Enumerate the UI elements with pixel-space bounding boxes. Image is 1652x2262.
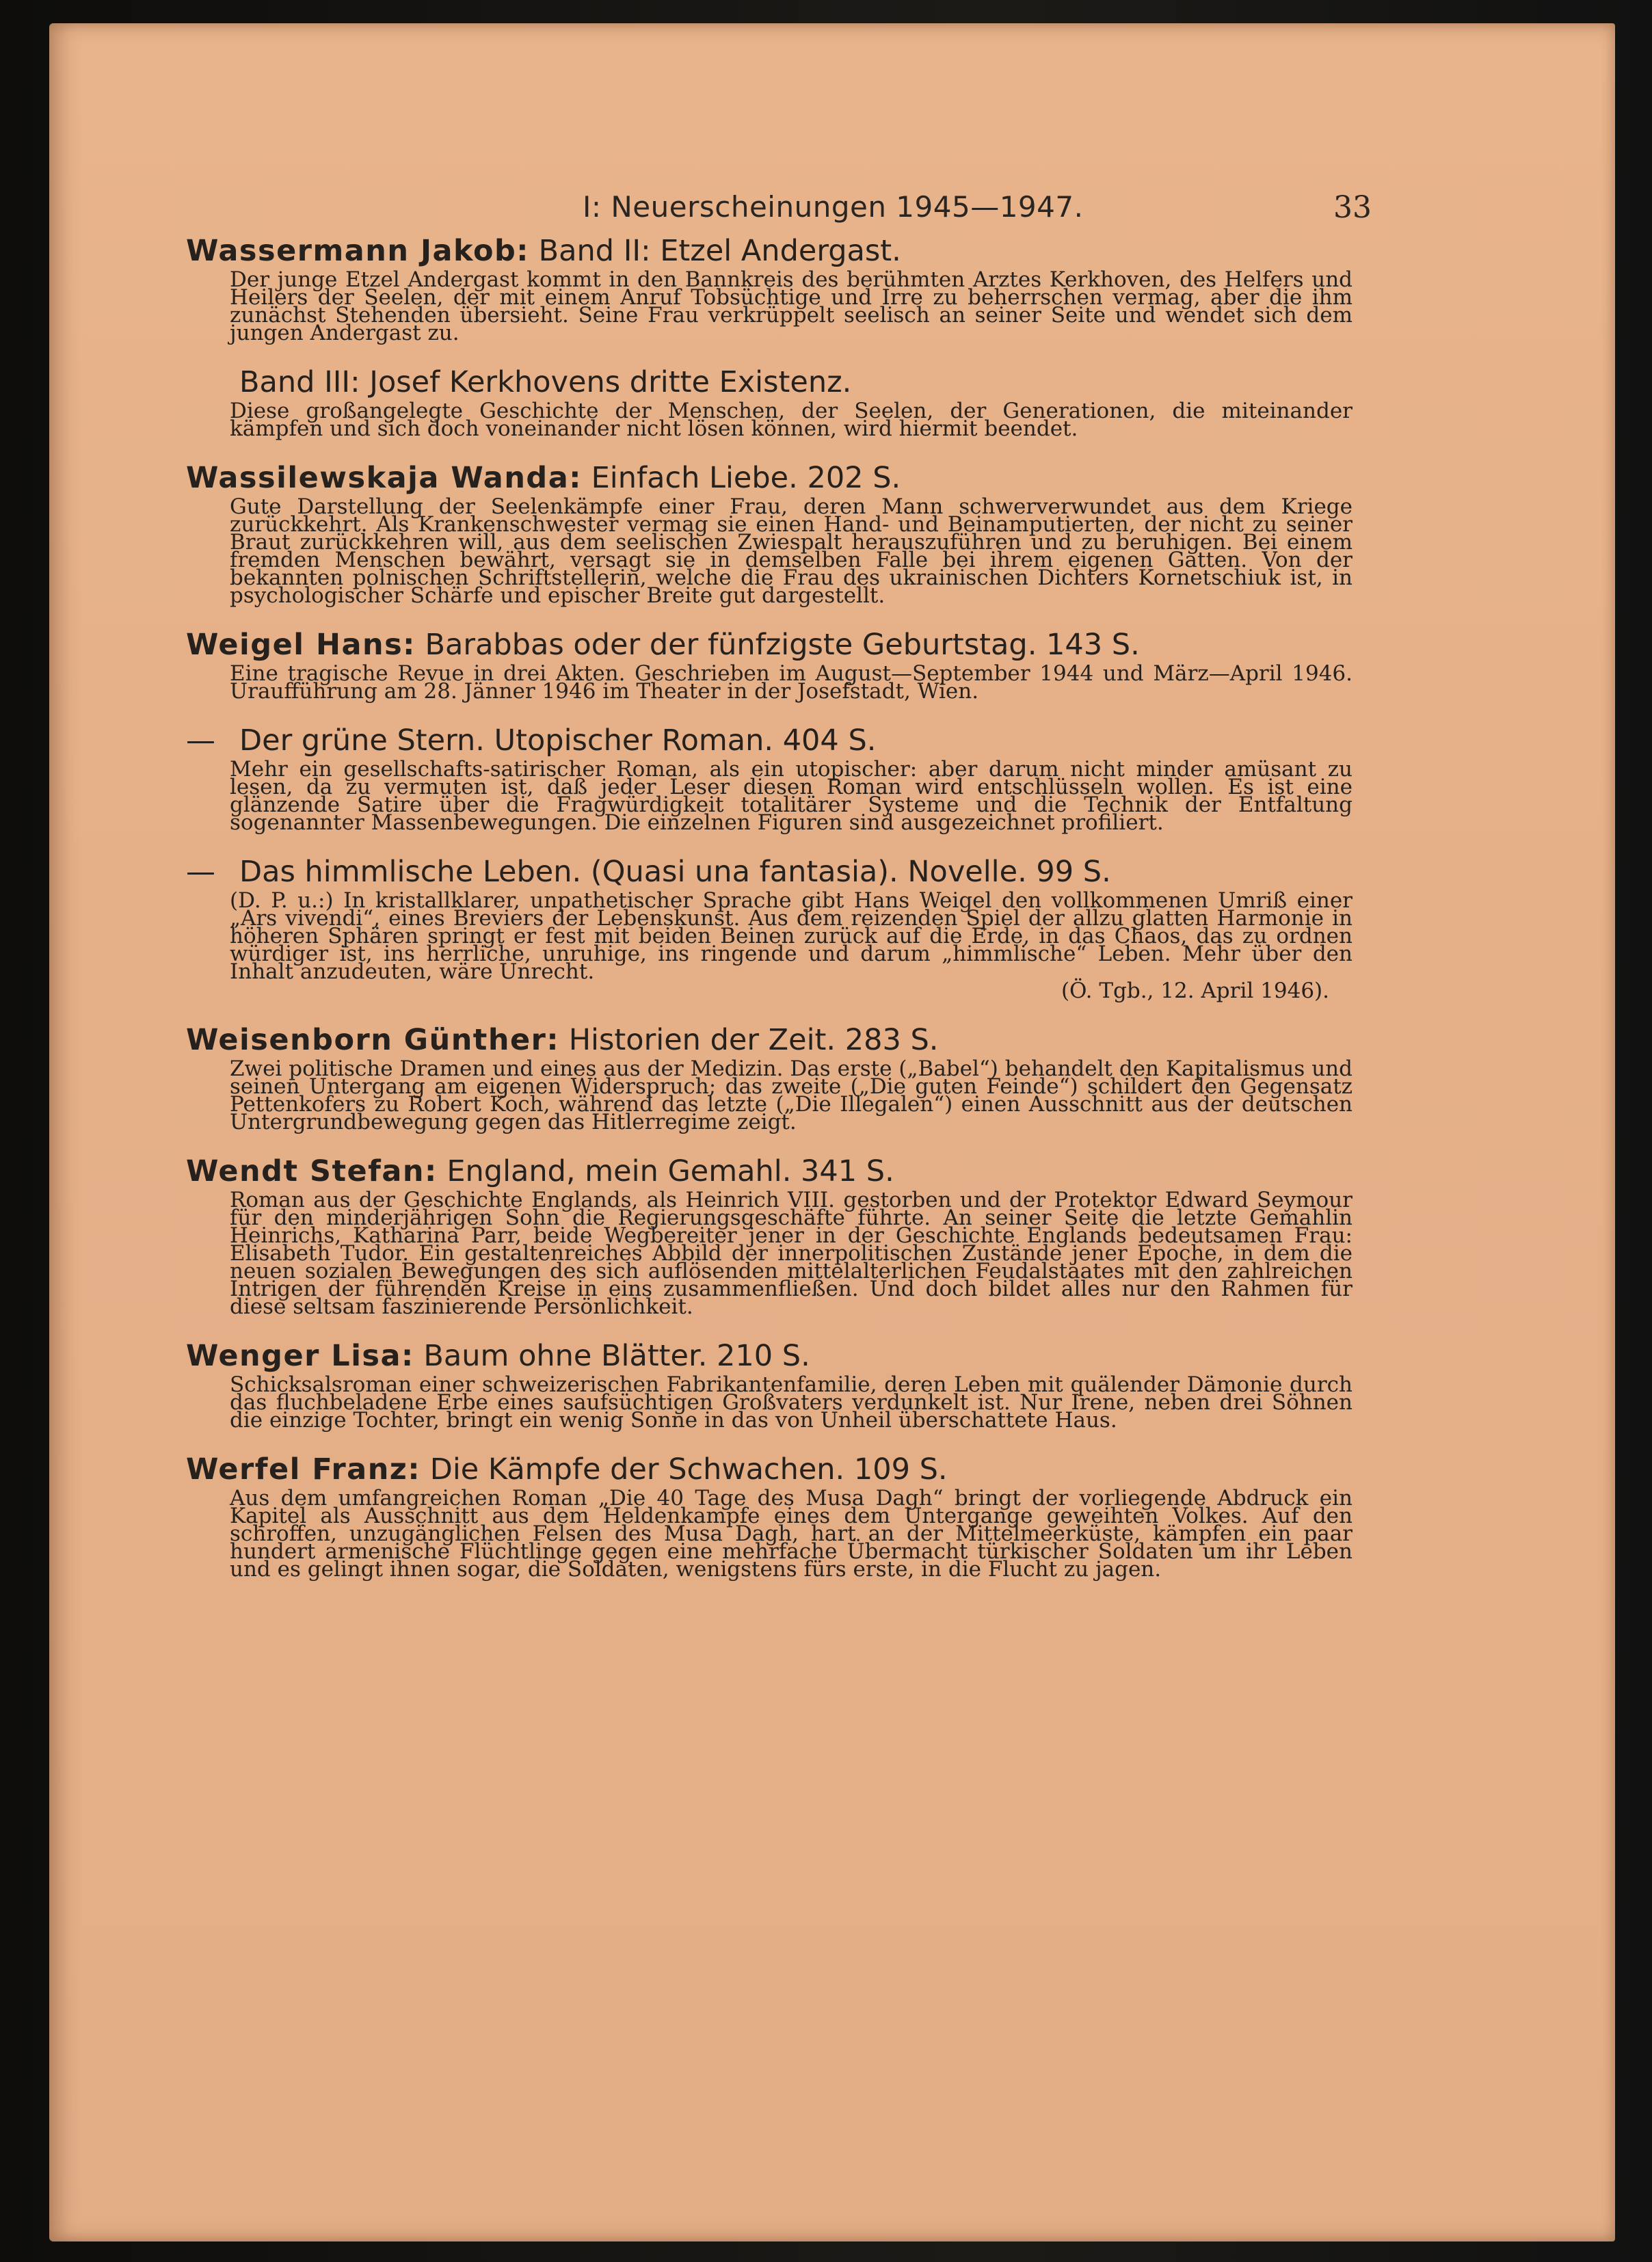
entry-title: Baum ohne Blätter. 210 S. — [423, 1339, 810, 1373]
entry-title: Historien der Zeit. 283 S. — [568, 1023, 939, 1057]
entry-wendt — [186, 1153, 1353, 1319]
entry-heading — [186, 1022, 1353, 1059]
entry-description: Aus dem umfangreichen Roman „Die 40 Tage des Musa Dagh“ bringt der vorliegende Abdruck ein Kapitel als Ausschnitt aus dem Heldenkampfe eines dem Untergange geweihten Volkes. Auf den schroffen, unzugänglichen Felsen des Musa Dagh, hart an der Mittelmeerküste, kämpfen ein paar hundert armenische Flüchtlinge gegen eine mehrfache Übermacht türkischer Soldaten um ihr Leben und es gelingt ihnen sogar, die Soldaten, wenigstens fürs erste, in die Flucht zu jagen. — [230, 1486, 1353, 1582]
entry-title: Band III: Josef Kerkhovens dritte Existenz. — [239, 365, 852, 399]
entry-wassermann-band-3 — [186, 364, 1353, 441]
entry-description: Zwei politische Dramen und eines aus der Medizin. Das erste („Babel“) behandelt den Kapitalismus und seinen Untergang am eigenen Widerspruch; das zweite („Die guten Feinde“) schildert den Gegensatz Pettenkofers zu Robert Koch, während das letzte („Die Illegalen“) einen Ausschnitt aus der deutschen Untergrundbewegung gegen das Hitlerregime zeigt. — [230, 1056, 1353, 1134]
entry-description: Gute Darstellung der Seelenkämpfe einer Frau, deren Mann schwerverwundet aus dem Kriege zurückkehrt. Als Krankenschwester vermag sie einen Hand- und Beinamputierten, der nicht zu seiner Braut zurückkehren will, aus dem seelischen Zwiespalt herauszuführen und zu beruhigen. Bei einem fremden Menschen bewährt, versagt sie in demselben Falle bei ihrem eigenen Gatten. Von der bekannten polnischen Schriftstellerin, welche die Frau des ukrainischen Dichters Kornetschiuk ist, in psychologischer Schärfe und epischer Breite gut dargestellt. — [230, 494, 1353, 608]
entry-weigel-barabbas — [186, 626, 1353, 704]
entry-title: Barabbas oder der fünfzigste Geburtstag. 143 S. — [425, 628, 1140, 662]
entry-heading — [186, 853, 1353, 890]
entry-citation: (Ö. Tgb., 12. April 1946). — [1061, 979, 1329, 1003]
entry-description: Eine tragische Revue in drei Akten. Geschrieben im August—September 1944 und März—April 1946. Uraufführung am 28. Jänner 1946 im Theater in der Josefstadt, Wien. — [230, 661, 1353, 704]
entry-heading — [186, 1153, 1353, 1190]
entry-wassermann-band-2 — [186, 232, 1353, 345]
entry-heading — [186, 626, 1353, 663]
entry-author: Werfel Franz: — [186, 1452, 421, 1487]
entry-weigel-himmlische-leben — [186, 853, 1353, 1003]
entry-author: Wenger Lisa: — [186, 1339, 414, 1373]
entry-wenger — [186, 1338, 1353, 1433]
ditto-dash: — — [186, 723, 215, 758]
entry-description: Der junge Etzel Andergast kommt in den Bannkreis des berühmten Arztes Kerkhoven, des Helfers und Heilers der Seelen, der mit einem Anruf Tobsüchtige und Irre zu beherrschen vermag, aber die ihm zunächst Stehenden übersieht. Seine Frau verkrüppelt seelisch an seiner Seite und wendet sich dem jungen Andergast zu. — [230, 267, 1353, 345]
ditto-dash: — — [186, 855, 215, 889]
entry-author: Weigel Hans: — [186, 628, 416, 662]
entry-author: Wassermann Jakob: — [186, 234, 529, 268]
entry-author: Wassilewskaja Wanda: — [186, 461, 582, 495]
entry-werfel — [186, 1451, 1353, 1582]
entry-heading — [186, 722, 1353, 759]
bibliography-list — [186, 232, 1353, 1600]
entry-weisenborn — [186, 1022, 1353, 1134]
entry-title: Das himmlische Leben. (Quasi una fantasia). Novelle. 99 S. — [239, 855, 1111, 889]
entry-description: Mehr ein gesellschafts-satirischer Roman, als ein utopischer: aber darum nicht minder amüsant zu lesen, da zu vermuten ist, daß jeder Leser diesen Roman wird entschlüsseln wollen. Es ist eine glänzende Satire über die Fragwürdigkeit totalitärer Systeme und die Technik der Entfaltung sogenannter Massenbewegungen. Die einzelnen Figuren sind ausgezeichnet profiliert. — [230, 757, 1353, 835]
entry-heading — [186, 1451, 1353, 1488]
entry-description: (D. P. u.:) In kristallklarer, unpathetischer Sprache gibt Hans Weigel den vollkommenen Umriß einer „Ars vivendi“, eines Breviers der Lebenskunst. Aus dem reizenden Spiel der allzu glatten Harmonie in höheren Sphären springt er fest mit beiden Beinen zurück auf die Erde, in das Chaos, das zu ordnen würdiger ist, ins herrliche, unruhige, ins ringende und darum „himmlische“ Leben. Mehr über den Inhalt anzudeuten, wäre Unrecht. — [230, 888, 1353, 984]
entry-description: Diese großangelegte Geschichte der Menschen, der Seelen, der Generationen, die miteinander kämpfen und sich doch voneinander nicht lösen können, wird hiermit beendet. — [230, 399, 1353, 441]
entry-title: Der grüne Stern. Utopischer Roman. 404 S. — [239, 723, 877, 758]
page-number: 33 — [1333, 190, 1372, 225]
entry-author: Weisenborn Günther: — [186, 1023, 560, 1057]
entry-title: England, mein Gemahl. 341 S. — [447, 1154, 894, 1188]
entry-wassilewskaja — [186, 460, 1353, 608]
entry-heading — [186, 364, 1353, 401]
running-head: I: Neuerscheinungen 1945—1947. — [583, 190, 1084, 224]
entry-title: Die Kämpfe der Schwachen. 109 S. — [429, 1452, 948, 1487]
entry-author: Wendt Stefan: — [186, 1154, 438, 1188]
entry-weigel-gruene-stern — [186, 722, 1353, 835]
entry-title: Band II: Etzel Andergast. — [538, 234, 901, 268]
entry-description: Roman aus der Geschichte Englands, als Heinrich VIII. gestorben und der Protektor Edward Seymour für den minderjährigen Sohn die Regierungsgeschäfte führte. An seiner Seite die letzte Gemahlin Heinrichs, Katharina Parr, beide Wegbereiter jener in der Geschichte Englands bedeutsamen Frau: Elisabeth Tudor. Ein gestaltenreiches Abbild der innerpolitischen Zustände jener Epoche, in dem die neuen sozialen Bewegungen des sich auflösenden mittelalterlichen Feudalstaates mit den zahlreichen Intrigen der führenden Kreise in eins zusammenfließen. Und doch bildet alles nur den Rahmen für diese seltsam faszinierende Persönlichkeit. — [230, 1188, 1353, 1319]
entry-heading — [186, 1338, 1353, 1374]
entry-heading — [186, 232, 1353, 269]
entry-description: Schicksalsroman einer schweizerischen Fabrikantenfamilie, deren Leben mit quälender Dämonie durch das fluchbeladene Erbe eines saufsüchtigen Großvaters verdunkelt ist. Nur Irene, neben drei Söhnen die einzige Tochter, bringt ein wenig Sonne in das von Unheil überschattete Haus. — [230, 1372, 1353, 1433]
entry-heading — [186, 460, 1353, 496]
entry-title: Einfach Liebe. 202 S. — [591, 461, 901, 495]
